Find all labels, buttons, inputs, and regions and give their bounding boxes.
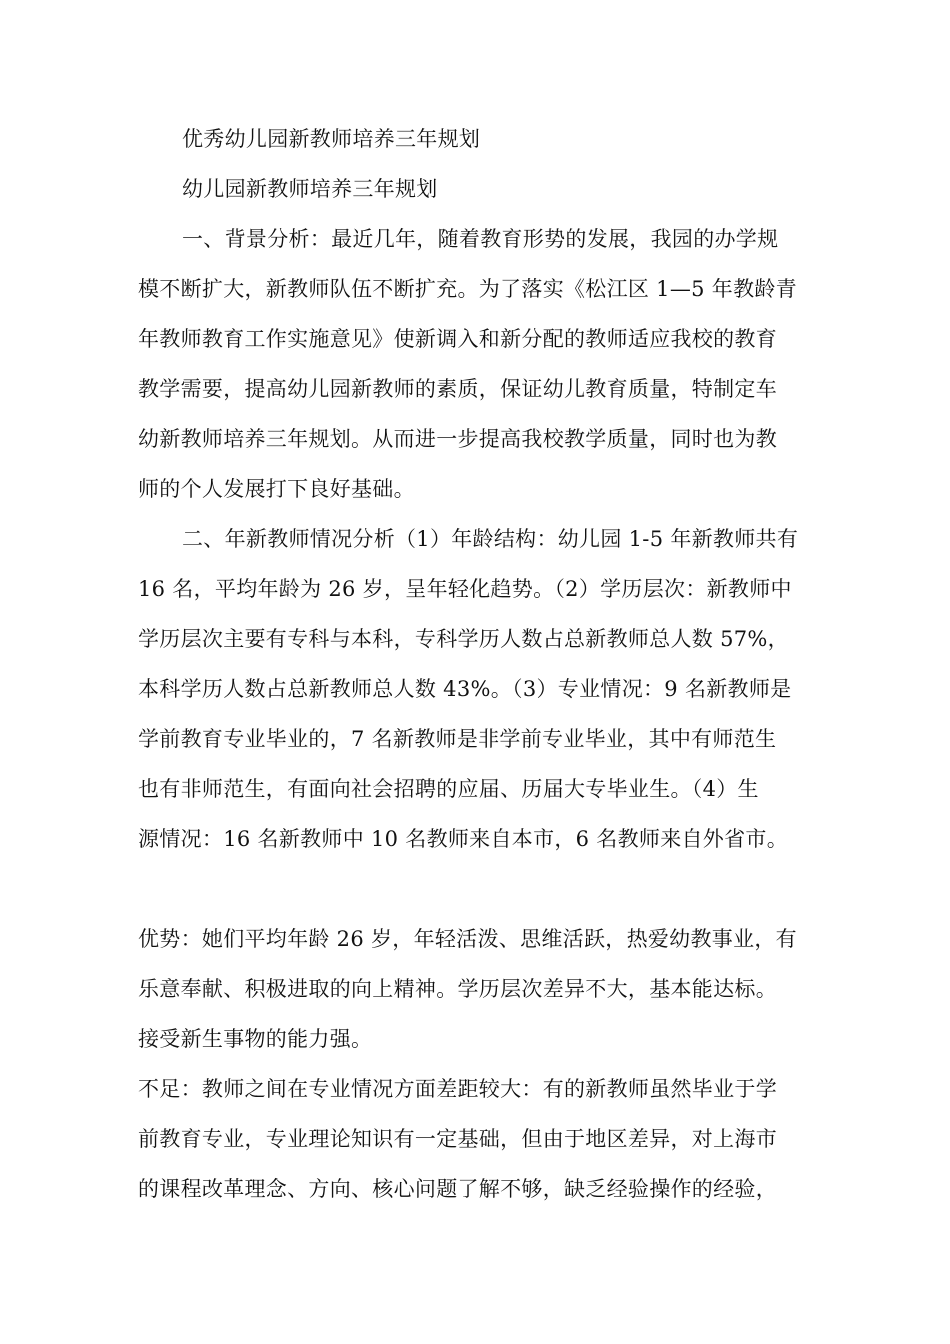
paragraph-line: 教学需要，提高幼儿园新教师的素质，保证幼儿教育质量，特制定车 [138, 377, 777, 401]
paragraph-line: 二、年新教师情况分析（1）年龄结构：幼儿园 1-5 年新教师共有 [182, 527, 799, 551]
paragraph-line: 一、背景分析：最近几年，随着教育形势的发展，我园的办学规 [182, 227, 779, 251]
paragraph-gap [138, 864, 818, 914]
section-advantages [138, 914, 818, 1064]
paragraph-line: 本科学历人数占总新教师总人数 43%。（3）专业情况：9 名新教师是 [138, 677, 792, 701]
section-background-analysis [138, 214, 818, 514]
paragraph-line: 16 名，平均年龄为 26 岁，呈年轻化趋势。（2）学历层次：新教师中 [138, 577, 792, 601]
paragraph-line: 年教师教育工作实施意见》使新调入和新分配的教师适应我校的教育 [138, 327, 777, 351]
paragraph-line: 不足：教师之间在专业情况方面差距较大：有的新教师虽然毕业于学 [138, 1077, 777, 1101]
section-teacher-analysis [138, 514, 818, 864]
paragraph-line: 学前教育专业毕业的，7 名新教师是非学前专业毕业，其中有师范生 [138, 727, 777, 751]
document-body [138, 114, 818, 1214]
document-subtitle: 幼儿园新教师培养三年规划 [182, 177, 438, 201]
paragraph-line: 也有非师范生，有面向社会招聘的应届、历届大专毕业生。（4）生 [138, 777, 759, 801]
paragraph-line: 模不断扩大，新教师队伍不断扩充。为了落实《松江区 1—5 年教龄青 [138, 277, 797, 301]
paragraph-line: 乐意奉献、积极进取的向上精神。学历层次差异不大，基本能达标。 [138, 977, 777, 1001]
paragraph-line: 优势：她们平均年龄 26 岁，年轻活泼、思维活跃，热爱幼教事业，有 [138, 927, 797, 951]
document-title: 优秀幼儿园新教师培养三年规划 [182, 127, 481, 151]
section-shortcomings [138, 1064, 818, 1214]
paragraph-line: 师的个人发展打下良好基础。 [138, 477, 415, 501]
paragraph-line: 前教育专业，专业理论知识有一定基础，但由于地区差异，对上海市 [138, 1127, 777, 1151]
paragraph-line: 幼新教师培养三年规划。从而进一步提高我校教学质量，同时也为教 [138, 427, 777, 451]
paragraph-line: 的课程改革理念、方向、核心问题了解不够，缺乏经验操作的经验， [138, 1177, 777, 1201]
paragraph-line: 源情况：16 名新教师中 10 名教师来自本市，6 名教师来自外省市。 [138, 827, 789, 851]
paragraph-line: 接受新生事物的能力强。 [138, 1027, 373, 1051]
paragraph-line: 学历层次主要有专科与本科，专科学历人数占总新教师总人数 57%， [138, 627, 789, 651]
